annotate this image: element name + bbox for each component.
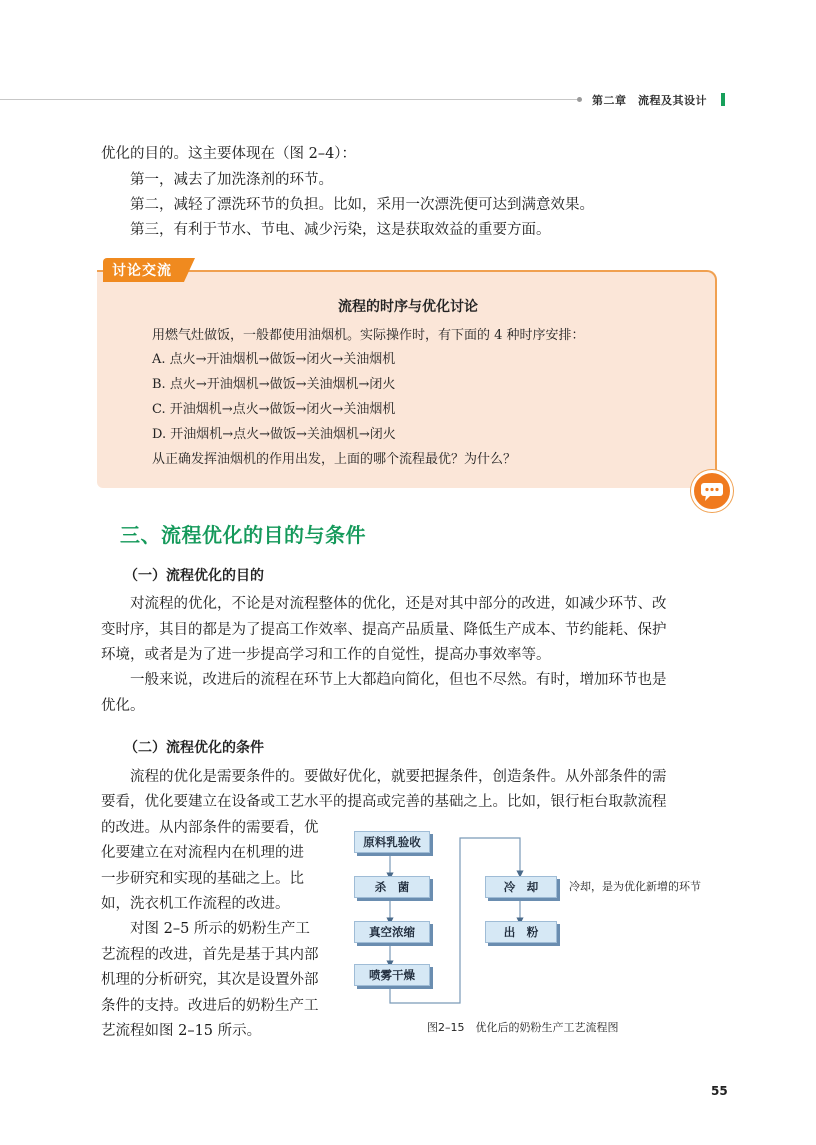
flow-step-vacuum: 真空浓缩 [354,921,430,943]
body-line: 的改进。从内部条件的需要看，优 [101,820,319,836]
body-line: 要看，优化要建立在设备或工艺水平的提高或完善的基础之上。比如，银行柜台取款流程 [101,794,667,810]
flow-step-output: 出 粉 [485,921,557,943]
discussion-line: C. 开油烟机→点火→做饭→闭火→关油烟机 [152,402,396,417]
body-line: 环境，或者是为了进一步提高学习和工作的自觉性，提高办事效率等。 [101,647,551,663]
chapter-header: 第二章 流程及其设计 [592,94,707,107]
discussion-tab-label: 讨论交流 [112,263,172,279]
body-line: 化要建立在对流程内在机理的进 [101,845,304,861]
discussion-line: 用燃气灶做饭，一般都使用油烟机。实际操作时，有下面的 4 种时序安排： [152,328,585,343]
flow-step-raw-milk: 原料乳验收 [354,831,430,853]
discussion-line: B. 点火→开油烟机→做饭→关油烟机→闭火 [152,377,396,392]
flow-step-cool: 冷 却 [485,876,557,898]
intro-line: 第二，减轻了漂洗环节的负担。比如，采用一次漂洗便可达到满意效果。 [130,197,594,213]
section-title: 三、流程优化的目的与条件 [120,523,366,547]
body-line: 艺流程如图 2–15 所示。 [101,1023,262,1039]
discussion-title: 流程的时序与优化讨论 [338,299,478,315]
flow-step-spray-dry: 喷雾干燥 [354,964,430,986]
intro-line: 第三，有利于节水、节电、减少污染，这是获取效益的重要方面。 [130,222,551,238]
body-line: 变时序，其目的都是为了提高工作效率、提高产品质量、降低生产成本、节约能耗、保护 [101,622,667,638]
body-line: 机理的分析研究，其次是设置外部 [101,972,319,988]
figure-caption: 图2–15 优化后的奶粉生产工艺流程图 [427,1021,619,1034]
intro-line: 第一，减去了加洗涤剂的环节。 [130,172,333,188]
subsection-title: （一）流程优化的目的 [124,568,264,584]
body-line: 流程的优化是需要条件的。要做好优化，就要把握条件，创造条件。从外部条件的需 [130,769,667,785]
body-line: 艺流程的改进，首先是基于其内部 [101,947,319,963]
discussion-line: D. 开油烟机→点火→做饭→关油烟机→闭火 [152,427,396,442]
body-line: 一般来说，改进后的流程在环节上大都趋向简化，但也不尽然。有时，增加环节也是 [130,672,667,688]
page-number: 55 [711,1084,728,1098]
body-line: 一步研究和实现的基础之上。比 [101,871,304,887]
body-line: 条件的支持。改进后的奶粉生产工 [101,998,319,1014]
body-line: 对流程的优化，不论是对流程整体的优化，还是对其中部分的改进，如减少环节、改 [130,596,667,612]
figure-note: 冷却，是为优化新增的环节 [569,880,701,893]
body-line: 如，洗衣机工作流程的改进。 [101,896,290,912]
flow-step-sterilize: 杀 菌 [354,876,430,898]
body-line: 优化。 [101,698,145,714]
discussion-line: 从正确发挥油烟机的作用出发，上面的哪个流程最优？为什么？ [152,452,517,467]
subsection-title: （二）流程优化的条件 [124,740,264,756]
discussion-line: A. 点火→开油烟机→做饭→闭火→关油烟机 [152,352,396,367]
intro-line: 优化的目的。这主要体现在（图 2–4）： [101,146,357,162]
body-line: 对图 2–5 所示的奶粉生产工 [130,921,310,937]
